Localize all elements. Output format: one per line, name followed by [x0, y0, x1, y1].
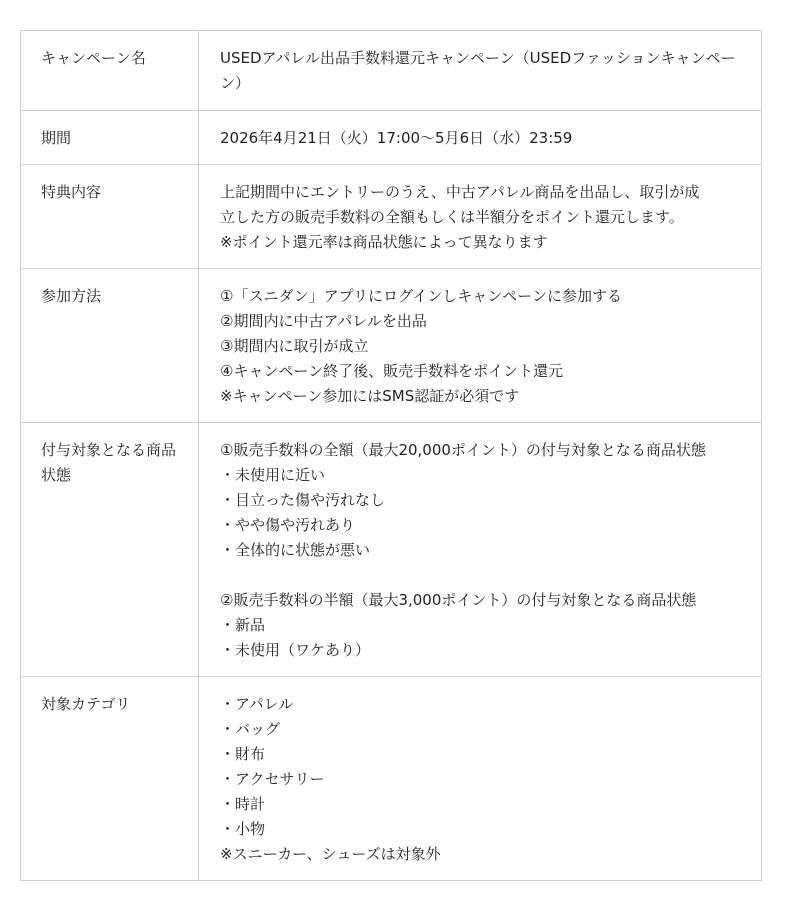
value-line: ①販売手数料の全額（最大20,000ポイント）の付与対象となる商品状態 [220, 441, 706, 459]
row-benefit [21, 165, 762, 269]
row-label: 期間 [21, 111, 199, 165]
value-line: 上記期間中にエントリーのうえ、中古アパレル商品を出品し、取引が成 [220, 183, 700, 201]
value-line: ①「スニダン」アプリにログインしキャンペーンに参加する [220, 287, 622, 305]
row-label: キャンペーン名 [21, 31, 199, 111]
value-line: ・アクセサリー [220, 770, 325, 788]
value-line: ・やや傷や汚れあり [220, 516, 356, 534]
row-target-category [21, 677, 762, 881]
row-value [199, 269, 762, 423]
campaign-info-table [20, 30, 762, 881]
value-line: USEDアパレル出品手数料還元キャンペーン（USEDファッションキャンペーン） [220, 49, 736, 92]
row-value [199, 423, 762, 677]
value-line: ③期間内に取引が成立 [220, 337, 369, 355]
value-line: ④キャンペーン終了後、販売手数料をポイント還元 [220, 362, 564, 380]
row-campaign-name [21, 31, 762, 111]
value-line: ・未使用に近い [220, 466, 326, 484]
value-line: ・小物 [220, 820, 266, 838]
value-line: ・アパレル [220, 695, 294, 713]
value-line: ※ポイント還元率は商品状態によって異なります [220, 233, 548, 251]
value-line: ・時計 [220, 795, 266, 813]
value-line: ②期間内に中古アパレルを出品 [220, 312, 427, 330]
value-line: ・全体的に状態が悪い [220, 541, 371, 559]
value-line: ②販売手数料の半額（最大3,000ポイント）の付与対象となる商品状態 [220, 591, 697, 609]
value-line: ※スニーカー、シューズは対象外 [220, 845, 441, 863]
row-label: 対象カテゴリ [21, 677, 199, 881]
row-value [199, 111, 762, 165]
value-line: 立した方の販売手数料の全額もしくは半額分をポイント還元します。 [220, 208, 684, 226]
value-line: ・バッグ [220, 720, 281, 738]
value-line: ・新品 [220, 616, 266, 634]
row-label: 参加方法 [21, 269, 199, 423]
row-how-to-join [21, 269, 762, 423]
value-line: ・財布 [220, 745, 266, 763]
row-period [21, 111, 762, 165]
value-line: 2026年4月21日（火）17:00〜5月6日（水）23:59 [220, 129, 573, 147]
value-line: ・未使用（ワケあり） [220, 641, 371, 659]
row-label: 特典内容 [21, 165, 199, 269]
row-eligible-condition [21, 423, 762, 677]
value-line: ※キャンペーン参加にはSMS認証が必須です [220, 387, 520, 405]
row-value [199, 677, 762, 881]
blank-line [220, 563, 746, 588]
row-label: 付与対象となる商品状態 [21, 423, 199, 677]
value-line: ・目立った傷や汚れなし [220, 491, 386, 509]
row-value [199, 165, 762, 269]
row-value [199, 31, 762, 111]
